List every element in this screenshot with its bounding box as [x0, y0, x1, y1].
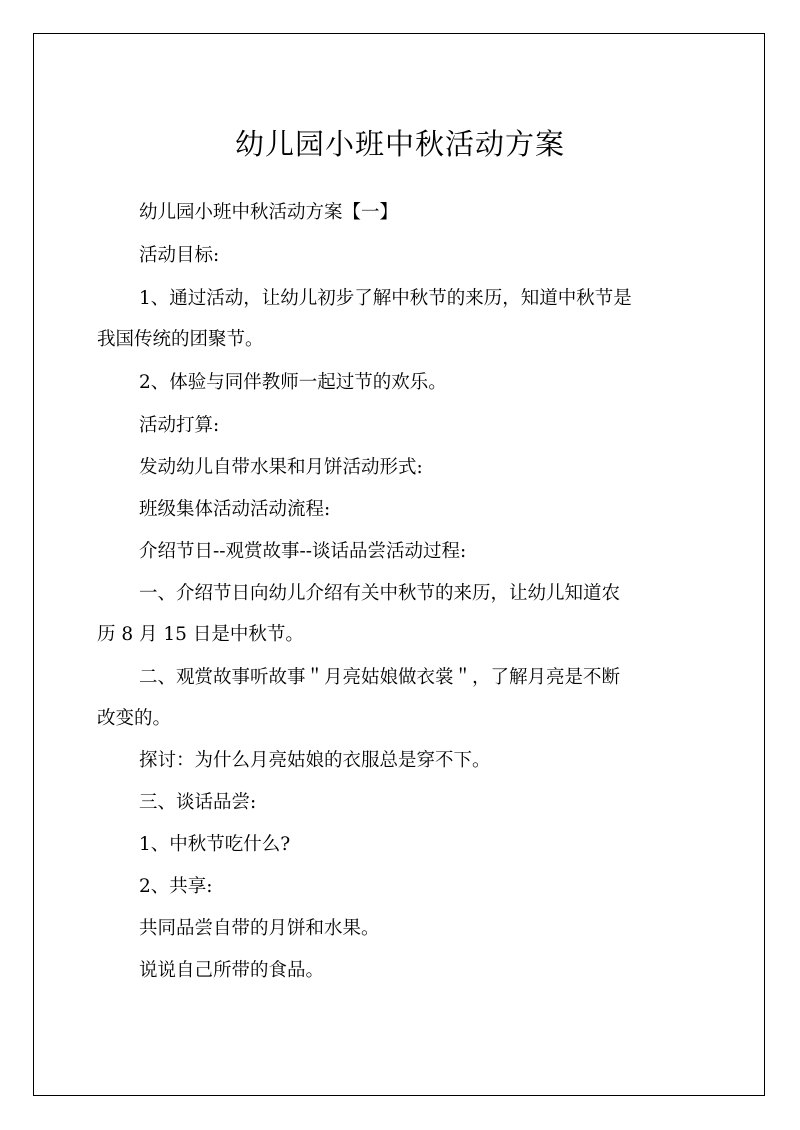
- text-line: 活动打算:: [139, 415, 220, 436]
- text-line: 历 8 月 15 日是中秋节。: [97, 624, 304, 645]
- text-line: 三、谈话品尝:: [139, 792, 257, 813]
- document-title: 幼儿园小班中秋活动方案: [234, 127, 565, 161]
- text-line: 1、中秋节吃什么?: [139, 834, 291, 855]
- text-line: 探讨：为什么月亮姑娘的衣服总是穿不下。: [139, 750, 491, 771]
- text-line: 说说自己所带的食品。: [139, 960, 325, 981]
- text-line: 2、体验与同伴教师一起过节的欢乐。: [139, 372, 447, 393]
- text-line: 我国传统的团聚节。: [97, 329, 264, 350]
- text-line: 介绍节日--观赏故事--谈话品尝活动过程:: [139, 541, 467, 562]
- text-line: 1、通过活动，让幼儿初步了解中秋节的来历，知道中秋节是: [139, 288, 632, 309]
- text-line: 活动目标:: [139, 245, 220, 266]
- text-line: 二、观赏故事听故事＂月亮姑娘做衣裳＂，了解月亮是不断: [139, 667, 621, 688]
- text-line: 一、介绍节日向幼儿介绍有关中秋节的来历，让幼儿知道农: [139, 583, 621, 604]
- text-line: 共同品尝自带的月饼和水果。: [139, 918, 380, 939]
- section-heading: 幼儿园小班中秋活动方案【一】: [139, 202, 399, 223]
- text-line: 2、共享:: [139, 876, 213, 897]
- text-line: 班级集体活动活动流程:: [139, 499, 331, 520]
- text-line: 发动幼儿自带水果和月饼活动形式:: [139, 457, 423, 478]
- text-line: 改变的。: [97, 708, 172, 729]
